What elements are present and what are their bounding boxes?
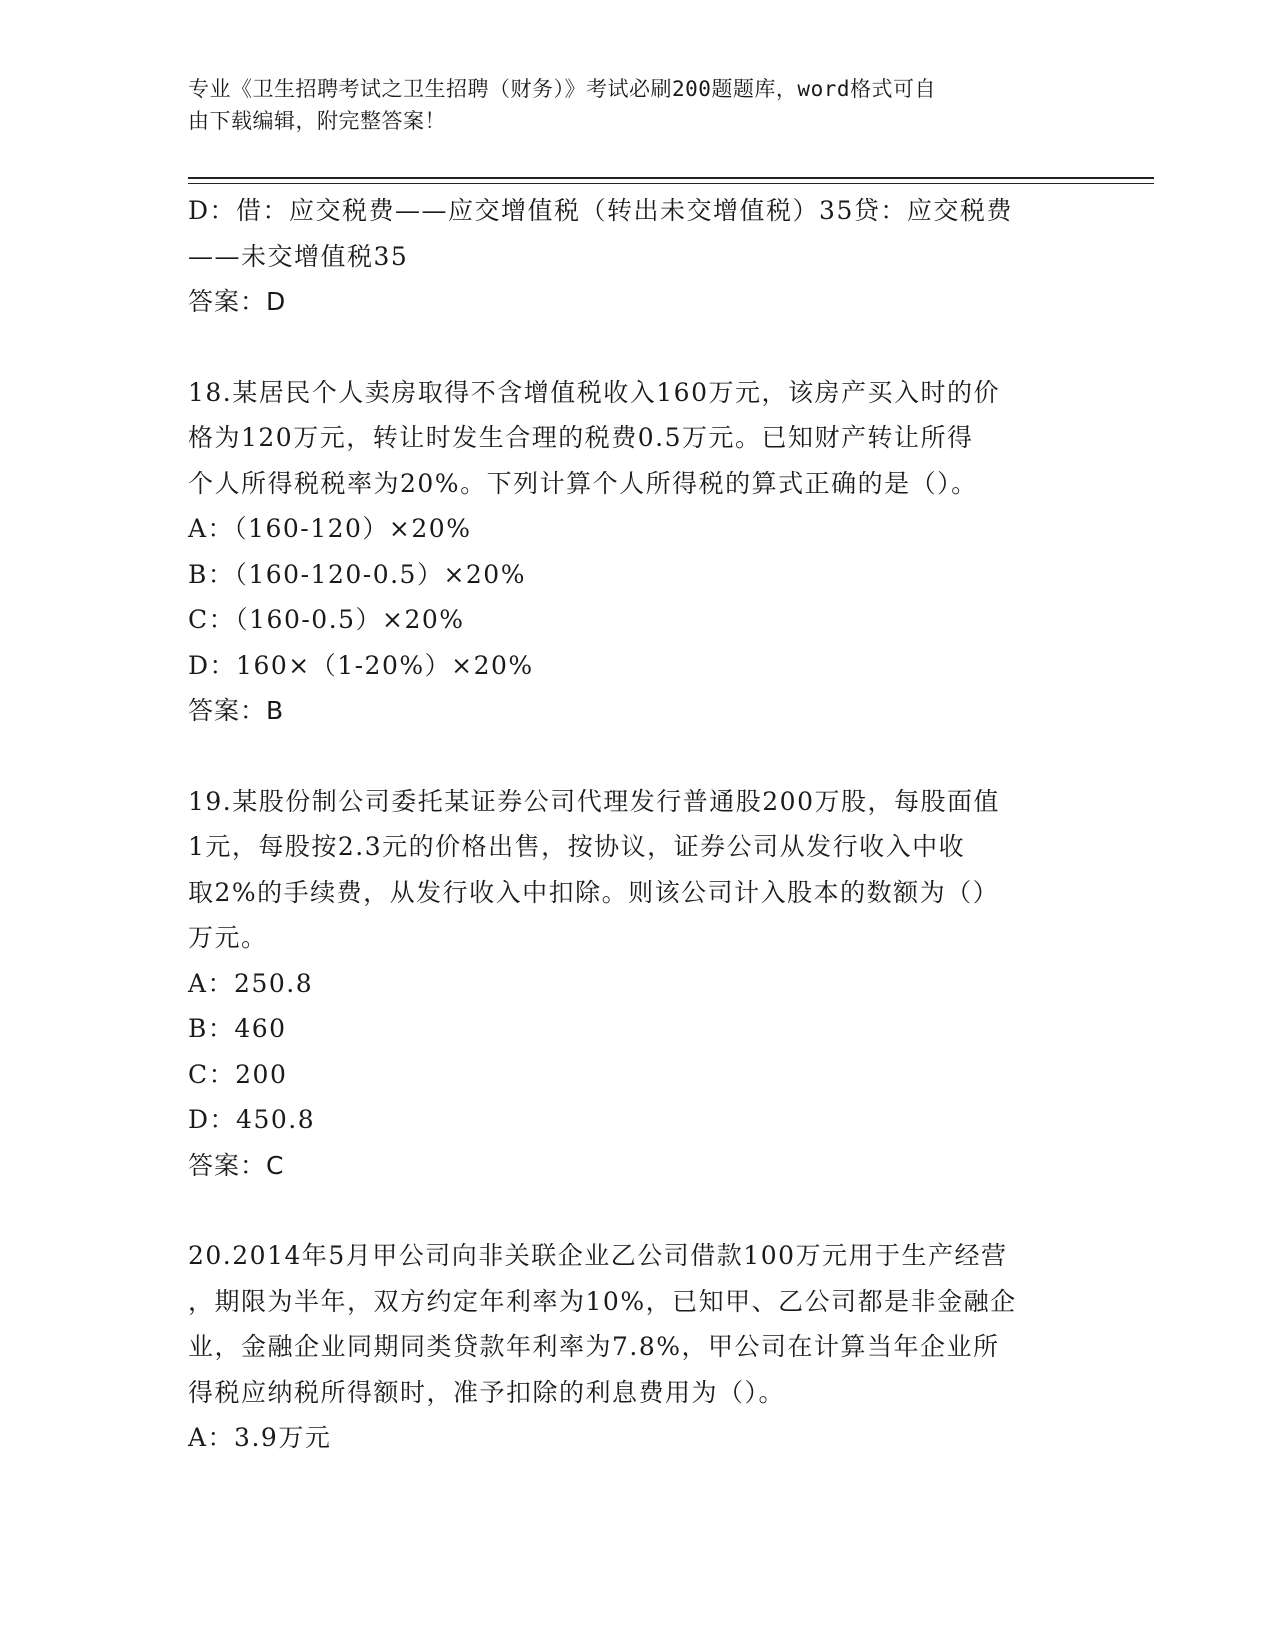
- question-stem: 业，金融企业同期同类贷款年利率为7.8%，甲公司在计算当年企业所: [188, 1332, 1000, 1361]
- question-stem: 19.某股份制公司委托某证券公司代理发行普通股200万股，每股面值: [188, 786, 1000, 816]
- option-a: A：3.9万元: [188, 1423, 332, 1452]
- question-18: [188, 370, 1088, 734]
- option-b: B：460: [188, 1014, 287, 1043]
- question-stem: 1元，每股按2.3元的价格出售，按协议，证券公司从发行收入中收: [188, 832, 966, 861]
- question-19: [188, 779, 1088, 1189]
- document-header: [188, 73, 1068, 137]
- answer: 答案：B: [188, 696, 285, 725]
- question-stem: 20.2014年5月甲公司向非关联企业乙公司借款100万元用于生产经营: [188, 1241, 1008, 1270]
- option-d: D：借：应交税费——应交增值税（转出未交增值税）35贷：应交税费: [188, 196, 1013, 225]
- header-rule-thick: [188, 177, 1154, 179]
- option-d-continued: ——未交增值税35: [188, 241, 409, 271]
- document-body: [188, 188, 1088, 1461]
- question-stem: ，期限为半年，双方约定年利率为10%，已知甲、乙公司都是非金融企: [188, 1286, 1017, 1316]
- answer: 答案：D: [188, 287, 287, 316]
- question-stem: 取2%的手续费，从发行收入中扣除。则该公司计入股本的数额为（）: [188, 877, 1000, 907]
- spacer: [188, 325, 1088, 370]
- header-line-1: 专业《卫生招聘考试之卫生招聘（财务）》考试必刷200题题库，word格式可自: [188, 77, 936, 101]
- option-c: C：200: [188, 1059, 288, 1089]
- question-stem: 18.某居民个人卖房取得不含增值税收入160万元，该房产买入时的价: [188, 377, 1000, 407]
- answer: 答案：C: [188, 1150, 285, 1180]
- option-d: D：450.8: [188, 1105, 316, 1134]
- spacer: [188, 1188, 1088, 1233]
- option-a: A：250.8: [188, 968, 314, 998]
- question-20: [188, 1233, 1088, 1461]
- option-b: B：（160-120-0.5）×20%: [188, 559, 526, 589]
- option-a: A：（160-120）×20%: [188, 514, 472, 543]
- question-stem: 得税应纳税所得额时，准予扣除的利息费用为（）。: [188, 1377, 786, 1407]
- header-line-2: 由下载编辑，附完整答案！: [188, 109, 446, 133]
- question-stem: 万元。: [188, 923, 268, 952]
- question-stem: 格为120万元，转让时发生合理的税费0.5万元。已知财产转让所得: [188, 423, 974, 452]
- spacer: [188, 734, 1088, 779]
- question-17-tail: [188, 188, 1088, 325]
- option-d: D：160×（1-20%）×20%: [188, 650, 534, 680]
- header-rule-thin: [188, 183, 1154, 184]
- question-stem: 个人所得税税率为20%。下列计算个人所得税的算式正确的是（）。: [188, 468, 978, 498]
- option-c: C：（160-0.5）×20%: [188, 605, 465, 634]
